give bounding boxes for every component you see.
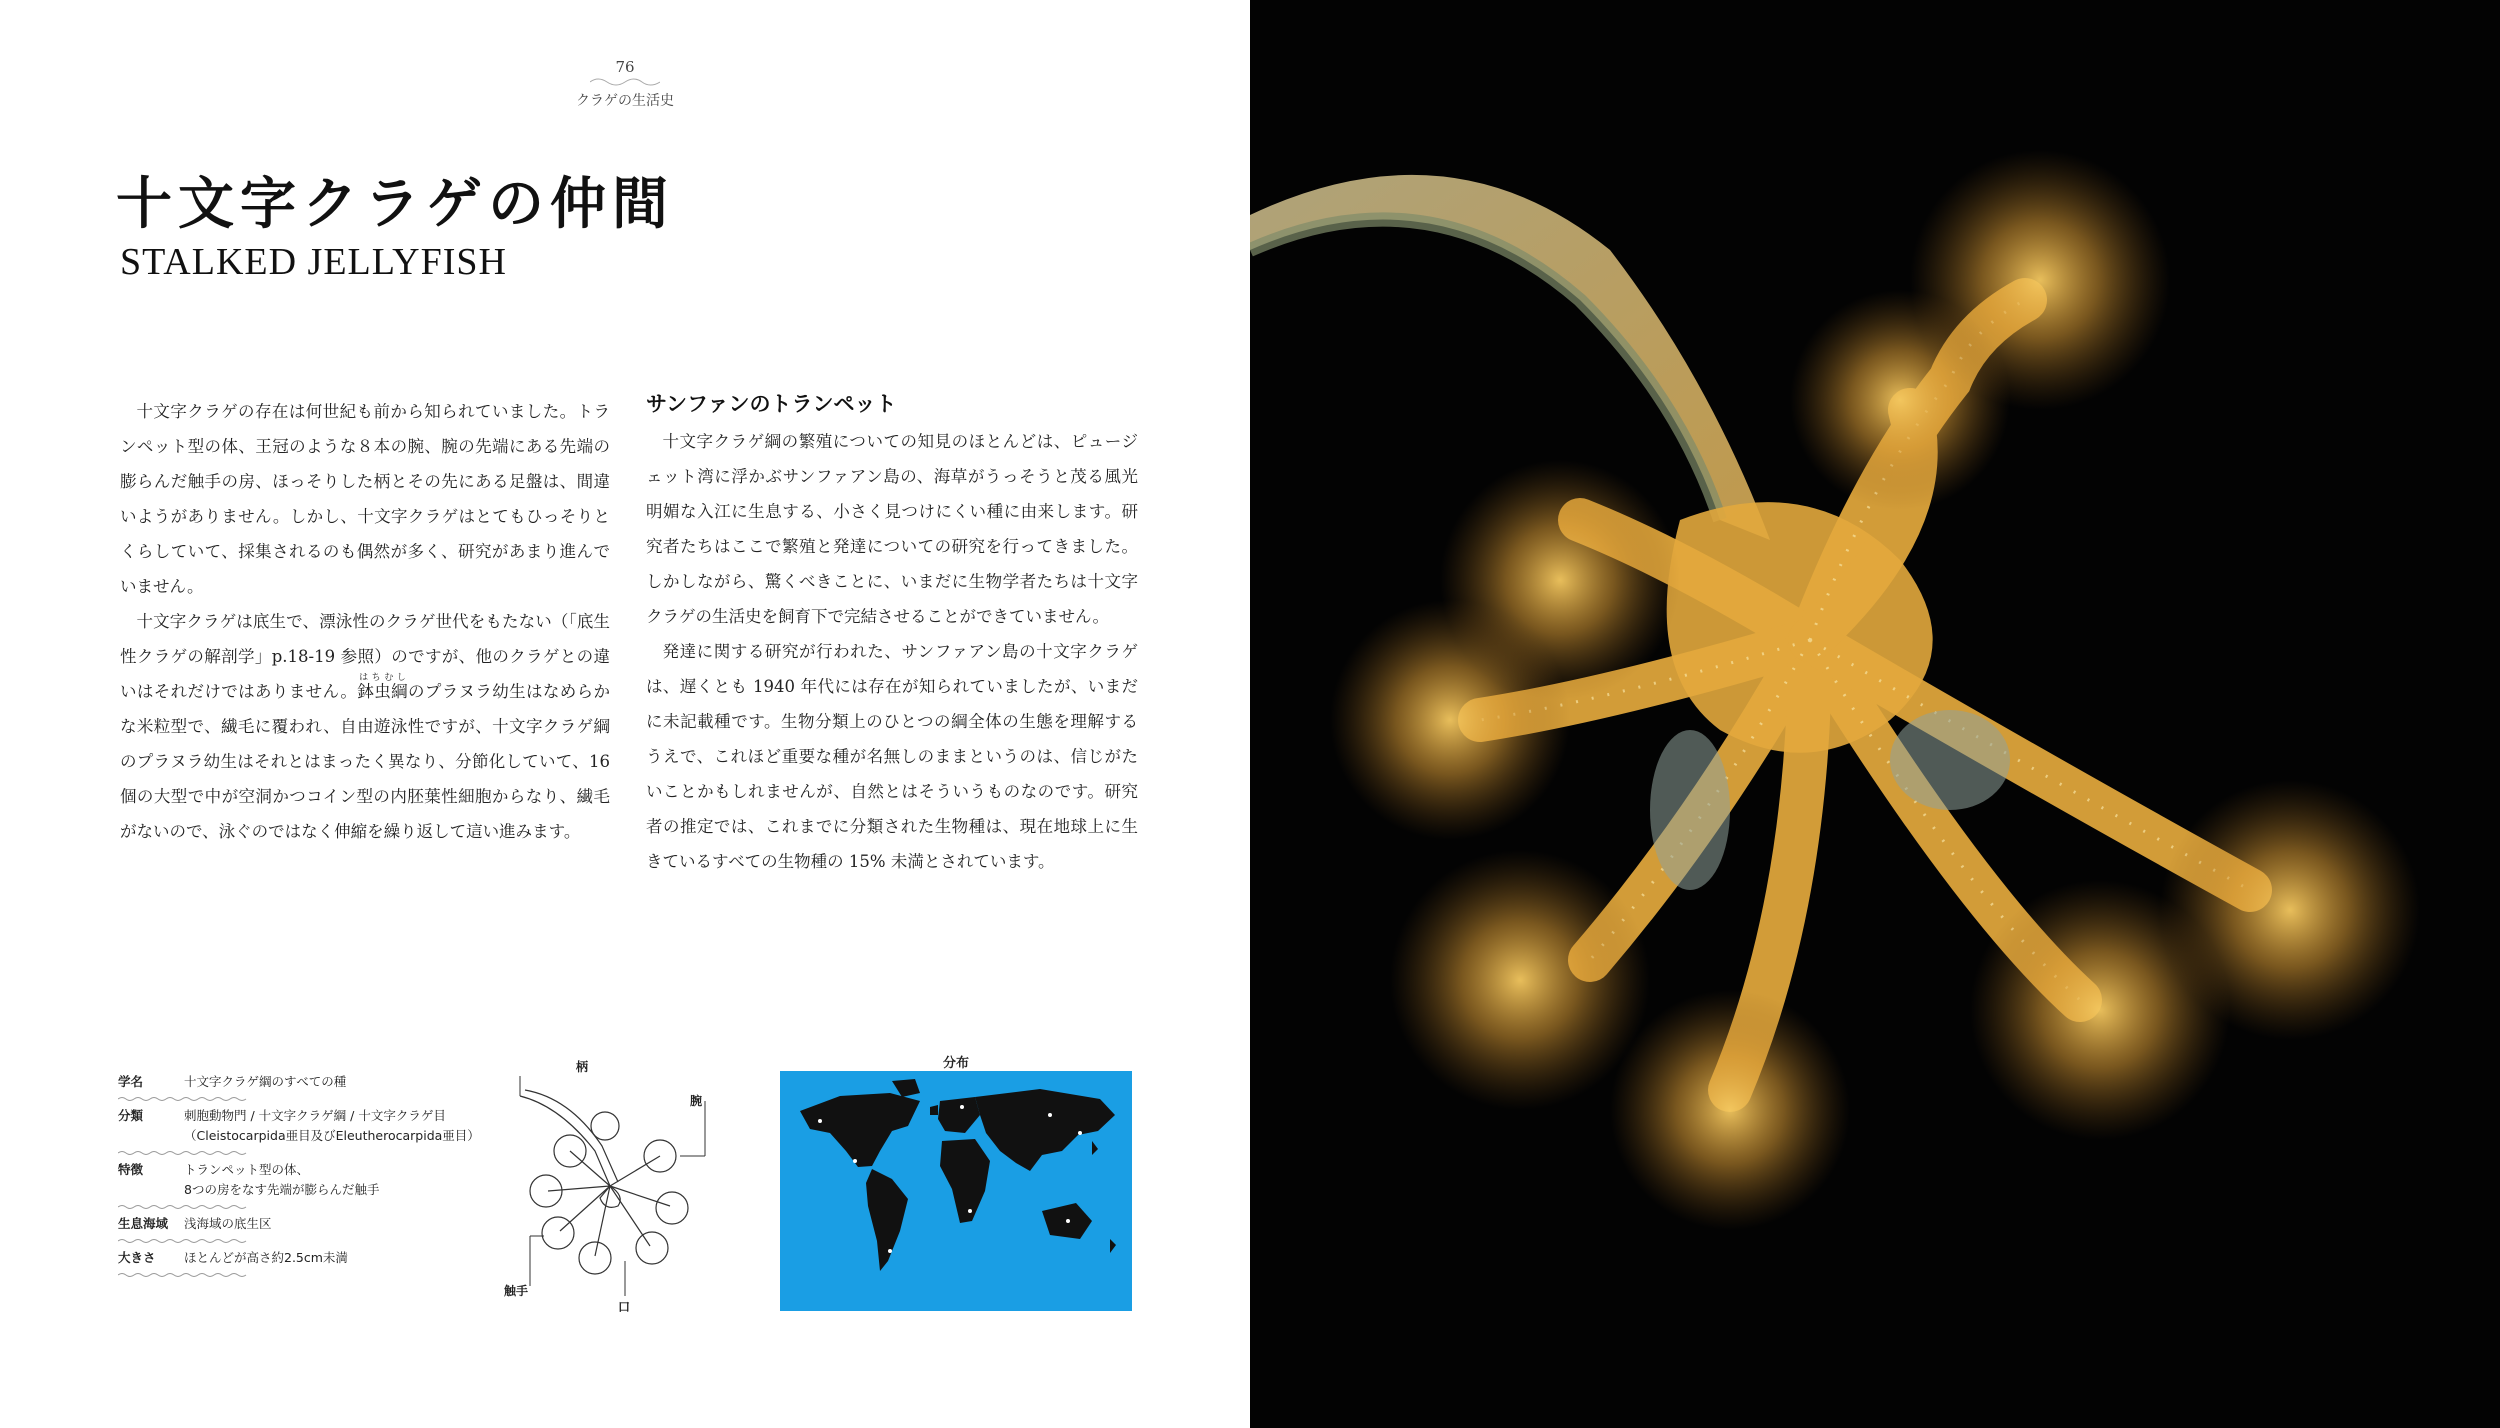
info-row-size <box>118 1244 498 1278</box>
jellyfish-line-drawing <box>500 1056 720 1316</box>
info-value: 十文字クラゲ綱のすべての種 <box>184 1074 347 1089</box>
section-heading: サンファンのトランペット <box>646 392 897 416</box>
info-key: 学名 <box>118 1074 144 1089</box>
wave-divider <box>118 1272 248 1278</box>
info-value-line: 8つの房をなす先端が膨らんだ触手 <box>184 1182 380 1197</box>
world-map <box>780 1071 1132 1311</box>
stalked-jellyfish-photo <box>1250 0 2500 1428</box>
label-mouth: 口 <box>618 1300 631 1314</box>
body-right-column <box>646 424 1138 879</box>
info-value: 浅海域の底生区 <box>184 1216 272 1231</box>
species-info-table <box>118 1068 498 1278</box>
info-value-line: 刺胞動物門 / 十文字クラゲ綱 / 十文字クラゲ目 <box>184 1108 446 1123</box>
info-key: 分類 <box>118 1108 144 1123</box>
info-key: 特徴 <box>118 1162 144 1177</box>
label-arm: 腕 <box>690 1094 703 1108</box>
info-value <box>184 1160 498 1200</box>
info-value <box>184 1106 498 1146</box>
ruby-reading: はちむし <box>357 673 408 683</box>
ruby-annotation: 鉢虫綱はちむし <box>357 673 408 701</box>
page-title-japanese: 十文字クラゲの仲間 <box>116 171 674 237</box>
distribution-map <box>780 1071 1132 1311</box>
info-value: ほとんどが高さ約2.5cm未満 <box>184 1250 348 1265</box>
page-title-english: STALKED JELLYFISH <box>120 241 507 283</box>
label-stalk: 柄 <box>576 1060 589 1074</box>
info-row-features <box>118 1156 498 1210</box>
body-left-column <box>120 394 610 849</box>
body-paragraph: 十文字クラゲは底生で、漂泳性のクラゲ世代をもたない（「底生性クラゲの解剖学」p.18-19 参照）のですが、他のクラゲとの違いはそれだけではありません。鉢虫綱はちむしのプラヌラ幼生はなめらかな米粒型で、繊毛に覆われ、自由遊泳性ですが、十文字クラゲ綱のプラヌラ幼生はそれとはまったく異なり、分節化していて、16 個の大型で中が空洞かつコイン型の内胚葉性細胞からなり、繊毛がないので、泳ぐのではなく伸縮を繰り返して這い進みます。 <box>120 612 611 841</box>
info-key: 大きさ <box>118 1250 156 1265</box>
body-paragraph: 十文字クラゲ綱の繁殖についての知見のほとんどは、ピュージェット湾に浮かぶサンファアン島の、海草がうっそうと茂る風光明媚な入江に生息する、小さく見つけにくい種に由来します。研究者たちはここで繁殖と発達についての研究を行ってきました。しかしながら、驚くべきことに、いまだに生物学者たちは十文字クラゲの生活史を飼育下で完結させることができていません。 <box>646 432 1139 626</box>
body-paragraph: 十文字クラゲの存在は何世紀も前から知られていました。トランペット型の体、王冠のような８本の腕、腕の先端にある先端の膨らんだ触手の房、ほっそりした柄とその先にある足盤は、間違いようがありません。しかし、十文字クラゲはとてもひっそりとくらしていて、採集されるのも偶然が多く、研究があまり進んでいません。 <box>120 402 610 596</box>
body-paragraph: 発達に関する研究が行われた、サンファアン島の十文字クラゲは、遅くとも 1940 年代には存在が知られていましたが、いまだに未記載種です。生物分類上のひとつの綱全体の生態を理解するうえで、これほど重要な種が名無しのままというのは、信じがたいことかもしれませんが、自然とはそういうものなのです。研究者の推定では、これまでに分類された生物種は、現在地球上に生きているすべての生物種の 15% 未満とされています。 <box>646 642 1138 871</box>
info-value-line: （Cleistocarpida亜目及びEleutherocarpida亜目） <box>184 1128 480 1143</box>
info-row-scientific-name <box>118 1068 498 1102</box>
distribution-map-title: 分布 <box>942 1056 969 1071</box>
running-head: クラゲの生活史 <box>576 93 674 109</box>
info-row-habitat <box>118 1210 498 1244</box>
anatomy-diagram <box>500 1056 720 1316</box>
wave-ornament <box>590 76 660 88</box>
jellyfish-photo <box>1250 0 2500 1428</box>
info-value-line: トランペット型の体、 <box>184 1162 310 1177</box>
info-key: 生息海域 <box>118 1216 169 1231</box>
info-row-classification <box>118 1102 498 1156</box>
page-number: 76 <box>615 58 635 76</box>
label-tentacle: 触手 <box>504 1284 529 1298</box>
